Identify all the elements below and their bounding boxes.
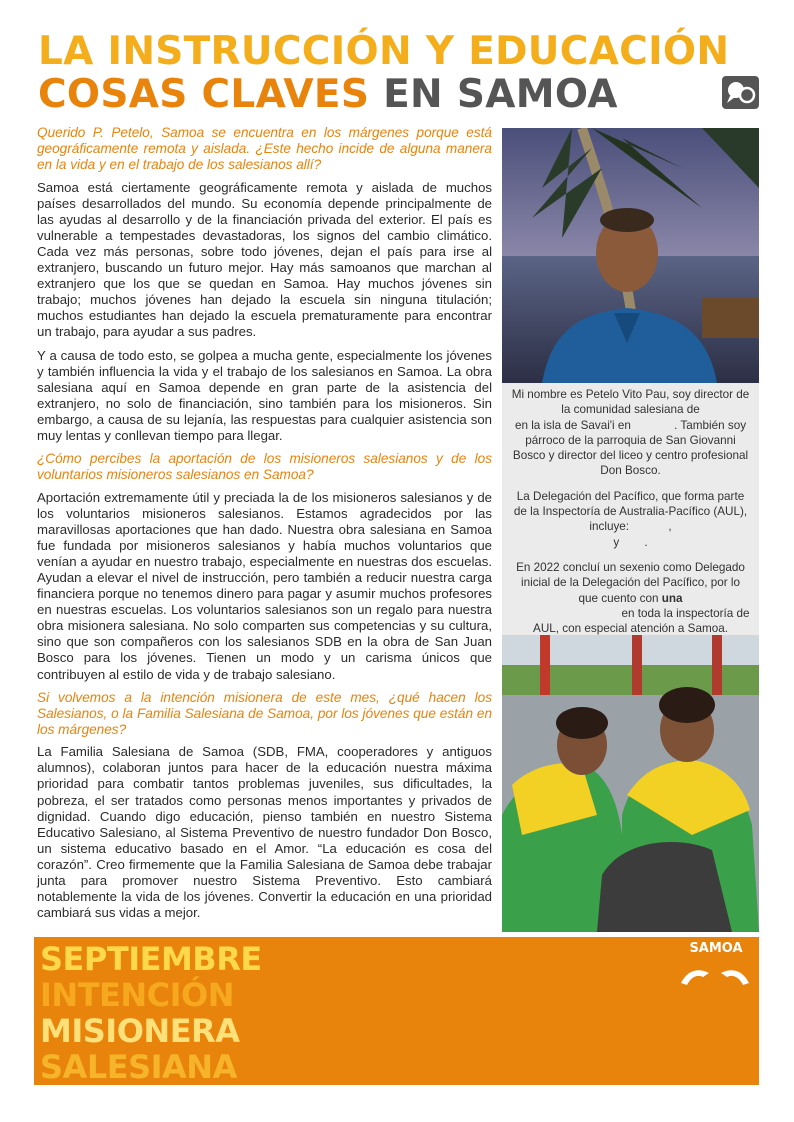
question-3: Si volvemos a la intención misionera de este mes, ¿qué hacen los Salesianos, o la Familia Salesiana de Samoa, por los jóvenes que están en los márgenes? bbox=[37, 689, 492, 738]
country-label: SAMOA bbox=[689, 941, 743, 956]
page-title bbox=[38, 30, 729, 116]
answer-2: Aportación extremamente útil y preciada la de los misioneros salesianos y de los voluntarios misioneros salesianos. Estamos agradecidos por las maravillosas aportaciones que han dado. Nuestra obra salesiana en Samoa fue fundada por misioneros salesianos y había muchos voluntarios que venían a ayudar en nuestro trabajo, especialmente en nuestras dos escuelas. Ayudan a elevar el nivel de instrucción, pero también a reducir nuestra carga financiera porque no tenemos dinero para pagar y asumir muchos profesores en nuestras escuelas. Los voluntarios salesianos son un regalo para nuestra obra misionera salesiana. No solo comparten sus competencias y su cultura, sino que son compañeros con los salesianos SDB en la obra de San Juan Bosco para los jóvenes. Tienen un modo y un carisma únicos que contribuyen al estilo de vida y de trabajo salesiano. bbox=[37, 489, 492, 682]
experience-text-1: En 2022 concluí un sexenio como Delegado inicial de la Delegación del Pacífico, por lo que cuento con bbox=[516, 560, 745, 605]
bio-text-1: Mi nombre es Petelo Vito Pau, soy director de la comunidad salesiana de bbox=[511, 388, 750, 417]
chat-logo-icon bbox=[722, 76, 759, 109]
title-line-2-grey: EN SAMOA bbox=[369, 72, 618, 117]
question-1: Querido P. Petelo, Samoa se encuentra en los márgenes porque está geográficamente remota y aislada. ¿Este hecho incide de alguna manera en la vida y en el trabajo de los salesianos allí? bbox=[37, 125, 492, 173]
sidebar-bio bbox=[502, 383, 759, 635]
portrait-photo bbox=[502, 128, 759, 383]
hands-icon bbox=[679, 963, 751, 989]
banner-line-4: SALESIANA bbox=[40, 1048, 237, 1086]
bio-text-2: en la isla de Savai'i en bbox=[514, 418, 631, 432]
bio-text-3: . También soy párroco de la parroquia de San Giovanni Bosco y director del liceo y centro profesional Don Bosco. bbox=[512, 418, 749, 478]
banner-line-2: INTENCIÓN bbox=[40, 976, 235, 1014]
delegation-text-4: . bbox=[644, 535, 648, 549]
students-photo bbox=[502, 635, 759, 932]
mission-intention-banner bbox=[34, 937, 759, 1085]
delegation-text-1: La Delegación del Pacífico, que forma parte de la Inspectoría de Australia-Pacífico (AUL), incluye: bbox=[513, 489, 748, 534]
answer-3: La Familia Salesiana de Samoa (SDB, FMA, cooperadores y antiguos alumnos), colaboran juntos para hacer de la educación nuestra máxima prioridad para combatir tantos problemas juveniles, sus dificultades, la pobreza, el ser tratados como personas menos importantes y privados de dignidad. Cuando digo educación, pienso también en nuestro Sistema Educativo Salesiano, al Sistema Preventivo de nuestro fundador Don Bosco, un sistema educativo basado en el Amor. “La educación es cosa del corazón”. Creo firmemente que la Familia Salesiana de Samoa debe trabajar junta para promover nuestro Sistema Preventivo. Esto cambiará notablemente la vida de los jóvenes. Convertir la educación en una prioridad cambiará sus vidas a mejor. bbox=[37, 744, 492, 921]
banner-line-3: MISIONERA bbox=[40, 1012, 240, 1050]
title-line-2-orange: COSAS CLAVES bbox=[38, 72, 370, 117]
banner-title bbox=[40, 941, 262, 1085]
delegation-text-3: y bbox=[613, 535, 620, 549]
article-column bbox=[37, 125, 492, 928]
question-2: ¿Cómo percibes la aportación de los misioneros salesianos y de los voluntarios misioneros salesianos en Samoa? bbox=[37, 451, 492, 483]
banner-line-1: SEPTIEMBRE bbox=[40, 940, 262, 978]
title-line-1: LA INSTRUCCIÓN Y EDUCACIÓN bbox=[38, 29, 730, 74]
answer-1-paragraph-2: Y a causa de todo esto, se golpea a mucha gente, especialmente los jóvenes y también influencia la vida y el trabajo de los salesianos en Samoa. La obra salesiana aquí en Samoa depende en gran parte de la asistencia del extranjero, no solo de financiación, sino también para los misioneros. Sin embargo, a causa de su lejanía, las respuestas para cualquier asistencia son muy lentas y conllevan tiempo para llegar. bbox=[37, 347, 492, 444]
experience-text-2: en toda la inspectoría de AUL, con especial atención a Samoa. bbox=[533, 606, 750, 636]
experience-bold: una bbox=[661, 591, 683, 605]
delegation-text-2: , bbox=[668, 520, 672, 534]
answer-1-paragraph-1: Samoa está ciertamente geográficamente remota y aislada de muchos países desarrollados del mundo. Su economía depende principalmente de las ayudas al desarrollo y de la financiación privada del exterior. El país es vulnerable a tempestades devastadoras, los signos del cambio climático. Cada vez más personas, sobre todo jóvenes, dejan el país para irse al extranjero, buscando un futuro mejor. Hay más samoanos que marchan al extranjero que los que se quedan en Samoa. Hay muchos jóvenes sin trabajo; muchos jóvenes han dejado la escuela sin ninguna titulación; muchos estudiantes han dejado la escuela prematuramente para encontrar un trabajo, para ayudar a sus padres. bbox=[37, 179, 492, 340]
